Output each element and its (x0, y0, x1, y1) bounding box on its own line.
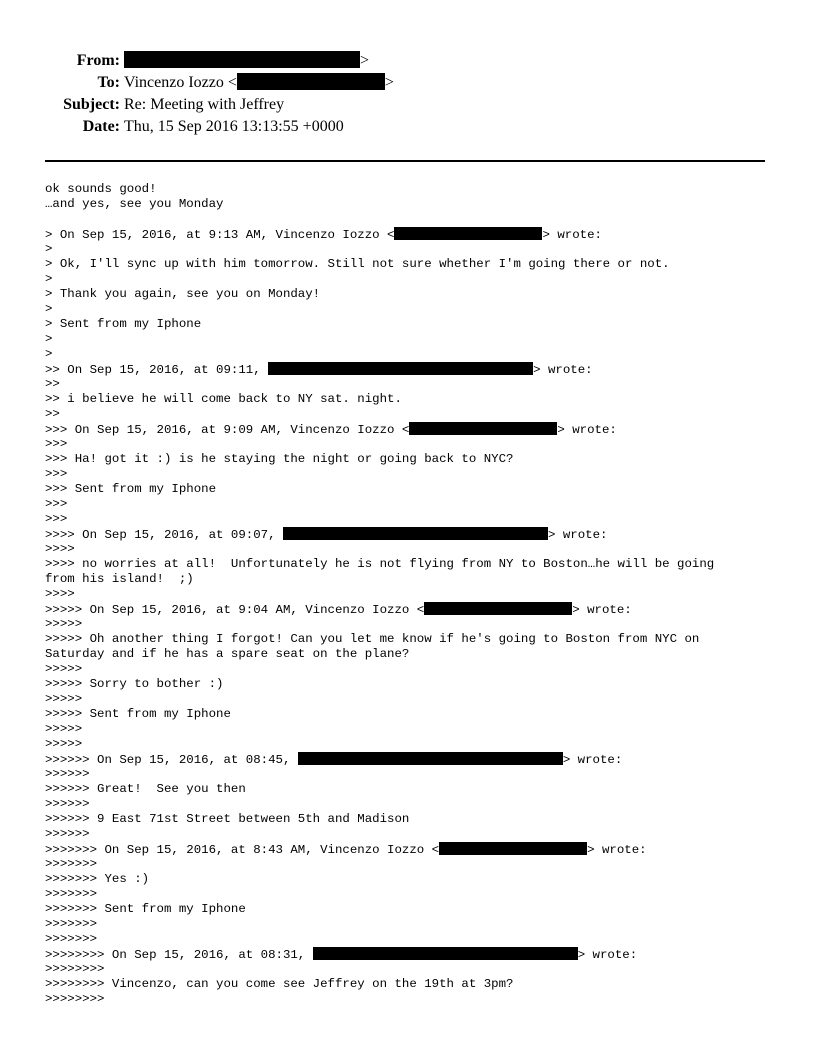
quote-header-line: >>> On Sep 15, 2016, at 9:09 AM, Vincenzo Iozzo < > wrote: (45, 423, 617, 437)
body-line: >>>>> Sent from my Iphone (45, 707, 231, 721)
body-line: Saturday and if he has a spare seat on the plane? (45, 647, 410, 661)
body-line: >> i believe he will come back to NY sat. night. (45, 392, 402, 406)
body-line: > (45, 302, 53, 316)
redaction-bar (394, 227, 542, 240)
quote-header-line: >>>>>>> On Sep 15, 2016, at 8:43 AM, Vincenzo Iozzo < > wrote: (45, 843, 647, 857)
body-line: >>>>>>> (45, 857, 98, 871)
quote-header-line: >>>>>>>> On Sep 15, 2016, at 08:31, > wrote: (45, 948, 638, 962)
body-line: >>>> (45, 542, 75, 556)
redaction-bar (298, 752, 563, 765)
email-header (0, 50, 816, 138)
body-line: >>>>> (45, 722, 83, 736)
body-line: >>>>>> 9 East 71st Street between 5th and Madison (45, 812, 410, 826)
body-line: >>>>>>>> Vincenzo, can you come see Jeffrey on the 19th at 3pm? (45, 977, 514, 991)
from-row (0, 50, 816, 72)
body-line: >> (45, 377, 60, 391)
body-line: >>>>>>> Yes :) (45, 872, 150, 886)
quote-header-line: >>>>> On Sep 15, 2016, at 9:04 AM, Vincenzo Iozzo < > wrote: (45, 603, 632, 617)
body-line: > (45, 347, 53, 361)
body-line: > (45, 272, 53, 286)
redaction-bar (424, 602, 572, 615)
quote-header-line: >>>>>> On Sep 15, 2016, at 08:45, > wrote: (45, 753, 623, 767)
body-line: >>>>>> (45, 797, 90, 811)
subject-label: Subject: (63, 96, 120, 113)
body-line: >>>>>>> Sent from my Iphone (45, 902, 246, 916)
body-line: > Sent from my Iphone (45, 317, 202, 331)
date-label: Date: (82, 118, 120, 135)
body-line: >>> (45, 467, 68, 481)
body-line: >>>>>> (45, 827, 90, 841)
redaction-bar (124, 51, 360, 68)
body-line: >>>>>>>> (45, 992, 105, 1006)
redaction-bar (439, 842, 587, 855)
body-line: >>>>>> (45, 767, 90, 781)
redaction-bar (409, 422, 557, 435)
redaction-bar (283, 527, 548, 540)
to-row (0, 72, 816, 94)
body-line: >>>>>>>> (45, 962, 105, 976)
redaction-bar (313, 947, 578, 960)
to-label: To: (97, 74, 120, 91)
body-line: >>>>> (45, 692, 83, 706)
body-line: >>>>> Oh another thing I forgot! Can you let me know if he's going to Boston from NYC on (45, 632, 700, 646)
body-line: > (45, 242, 53, 256)
from-value: > (124, 50, 369, 72)
subject-row (0, 94, 816, 116)
subject-value: Re: Meeting with Jeffrey (124, 96, 285, 113)
redaction-bar (237, 73, 385, 90)
to-value: Vincenzo Iozzo < > (124, 74, 394, 91)
body-line: >>>>>>> (45, 887, 98, 901)
email-body (45, 182, 765, 1007)
quote-header-line: > On Sep 15, 2016, at 9:13 AM, Vincenzo Iozzo < > wrote: (45, 228, 602, 242)
body-line: ok sounds good! (45, 182, 157, 196)
date-value: Thu, 15 Sep 2016 13:13:55 +0000 (124, 118, 344, 135)
body-line: >> (45, 407, 60, 421)
body-line: > (45, 332, 53, 346)
body-line: >>> (45, 437, 68, 451)
body-line: >>>> no worries at all! Unfortunately he is not flying from NY to Boston…he will be going (45, 557, 715, 571)
body-line: >>>>>>> (45, 932, 98, 946)
body-line: >>>>>> Great! See you then (45, 782, 246, 796)
from-label: From: (76, 52, 120, 69)
body-line: >>> Sent from my Iphone (45, 482, 217, 496)
date-row (0, 116, 816, 138)
body-line: > Ok, I'll sync up with him tomorrow. Still not sure whether I'm going there or not. (45, 257, 670, 271)
quote-header-line: >> On Sep 15, 2016, at 09:11, > wrote: (45, 363, 593, 377)
body-line: >>>> (45, 587, 75, 601)
body-line: >>> (45, 512, 68, 526)
body-line: >>> (45, 497, 68, 511)
body-line: from his island! ;) (45, 572, 194, 586)
body-line: …and yes, see you Monday (45, 197, 224, 211)
quote-header-line: >>>> On Sep 15, 2016, at 09:07, > wrote: (45, 528, 608, 542)
body-line: >>>>>>> (45, 917, 98, 931)
body-line: >>> Ha! got it :) is he staying the night or going back to NYC? (45, 452, 514, 466)
body-line: > Thank you again, see you on Monday! (45, 287, 321, 301)
body-line: >>>>> (45, 617, 83, 631)
body-line: >>>>> Sorry to bother :) (45, 677, 224, 691)
body-line: >>>>> (45, 737, 83, 751)
redaction-bar (268, 362, 533, 375)
header-divider (45, 160, 765, 162)
body-line: >>>>> (45, 662, 83, 676)
